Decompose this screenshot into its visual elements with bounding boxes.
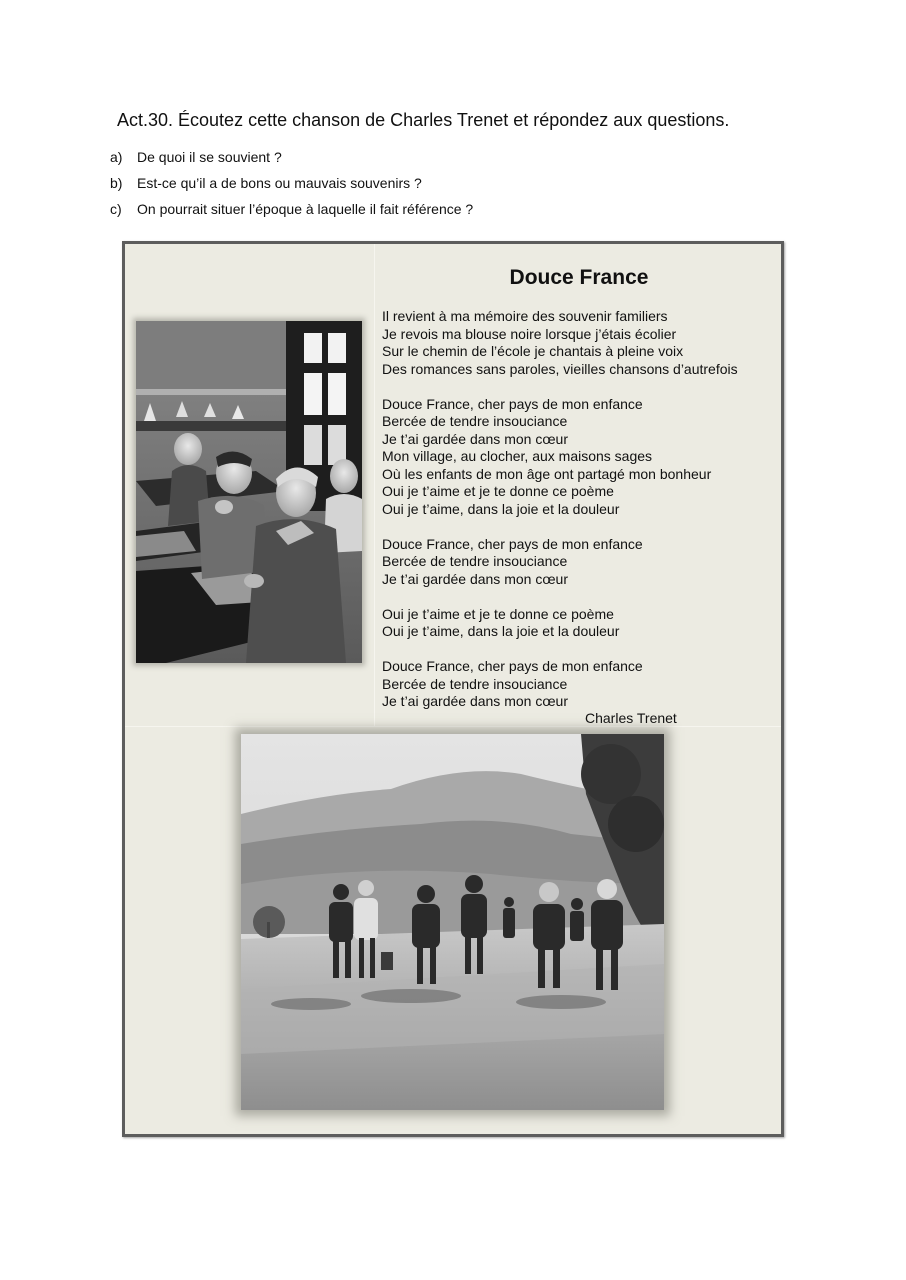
question-item (110, 175, 473, 201)
stanza (382, 658, 777, 711)
lyric-line: Oui je t’aime et je te donne ce poème (382, 605, 614, 622)
lyric-line: Douce France, cher pays de mon enfance (382, 535, 643, 552)
stanza (382, 308, 777, 378)
song-title: Douce France (509, 266, 649, 289)
lyric-line: Douce France, cher pays de mon enfance (382, 658, 643, 674)
lyric-line: Bercée de tendre insouciance (382, 413, 568, 429)
lyric-line: Je t’ai gardée dans mon cœur (382, 570, 568, 587)
question-item (110, 149, 473, 175)
activity-heading: Act.30. Écoutez cette chanson de Charles Trenet et répondez aux questions. (117, 110, 730, 130)
lyric-line: Bercée de tendre insouciance (382, 553, 568, 569)
lyric-line: Oui je t’aime, dans la joie et la douleur (382, 623, 620, 639)
question-text: Est-ce qu’il a de bons ou mauvais souvenirs ? (137, 175, 422, 191)
question-text: On pourrait situer l’époque à laquelle il fait référence ? (137, 201, 474, 217)
stanza (382, 606, 777, 641)
stanza (382, 536, 777, 589)
classroom-photo (136, 321, 362, 663)
question-item (110, 201, 473, 227)
lyric-line: Il revient à ma mémoire des souvenir familiers (382, 308, 668, 324)
question-letter: a) (110, 149, 123, 165)
song-frame (122, 241, 784, 1137)
question-text: De quoi il se souvient ? (137, 149, 282, 165)
lyric-line: Des romances sans paroles, vieilles chansons d’autrefois (382, 360, 738, 377)
lyric-line: Douce France, cher pays de mon enfance (382, 395, 643, 412)
lyric-line: Oui je t’aime et je te donne ce poème (382, 483, 614, 499)
lyric-line: Bercée de tendre insouciance (382, 675, 568, 692)
stanza (382, 396, 777, 519)
question-letter: c) (110, 201, 122, 217)
children-walking-photo (241, 734, 664, 1110)
question-list (110, 149, 473, 227)
lyric-line: Je t’ai gardée dans mon cœur (382, 693, 568, 709)
lyric-line: Je t’ai gardée dans mon cœur (382, 430, 568, 447)
question-letter: b) (110, 175, 123, 191)
table-divider-vertical (374, 244, 375, 726)
lyric-line: Sur le chemin de l’école je chantais à pleine voix (382, 343, 684, 359)
lyric-line: Où les enfants de mon âge ont partagé mon bonheur (382, 465, 712, 482)
table-divider-horizontal (125, 726, 781, 727)
lyric-line: Oui je t’aime, dans la joie et la douleur (382, 500, 620, 517)
song-lyrics (382, 308, 777, 711)
lyric-line: Je revois ma blouse noire lorsque j’étais écolier (382, 325, 677, 342)
song-author: Charles Trenet (585, 710, 677, 726)
lyric-line: Mon village, au clocher, aux maisons sages (382, 448, 653, 464)
